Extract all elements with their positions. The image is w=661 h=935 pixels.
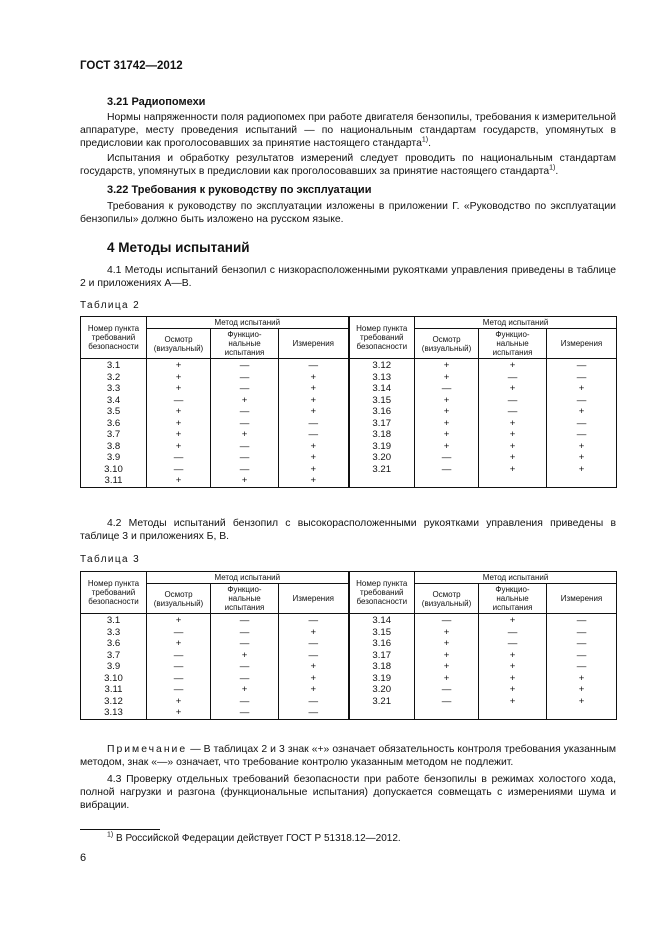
method-mark-cell: + (147, 707, 211, 719)
method-mark-cell: — (415, 696, 479, 708)
method-mark-cell: — (211, 441, 279, 453)
section-3-21-text-1: Нормы напряженности поля радиопомех при работе двигателя бензопилы, требования к измерительной аппаратуре, месту проведения испытаний — по национальным стандартам государств, упомянутых в предисловии как проголосовавших за принятие настоящего стандарта (80, 112, 616, 150)
header-measurements: Измерения (279, 584, 349, 614)
header-item-number: Номер пункта требований безопасности (81, 317, 147, 359)
method-mark-cell (415, 707, 479, 719)
item-number-cell: 3.14 (349, 614, 415, 627)
method-mark-cell: — (147, 650, 211, 662)
method-mark-cell: — (211, 627, 279, 639)
item-number-cell: 3.3 (81, 627, 147, 639)
method-mark-cell (479, 707, 547, 719)
table-note (80, 743, 616, 769)
method-mark-cell: + (415, 406, 479, 418)
table-row (81, 614, 617, 627)
item-number-cell: 3.18 (349, 661, 415, 673)
table-3 (80, 571, 617, 720)
item-number-cell: 3.7 (81, 650, 147, 662)
note-text: — В таблицах 2 и 3 знак «+» означает обязательность контроля требования указанным методом, знак «—» означает, что требование контролю указанным методом не подлежит. (80, 744, 616, 769)
item-number-cell: 3.16 (349, 638, 415, 650)
method-mark-cell: + (147, 475, 211, 487)
item-number-cell: 3.10 (81, 673, 147, 685)
method-mark-cell: — (211, 673, 279, 685)
method-mark-cell: + (147, 696, 211, 708)
method-mark-cell: + (415, 441, 479, 453)
table-row (81, 696, 617, 708)
method-mark-cell: + (547, 696, 617, 708)
header-visual: Осмотр (визуальный) (147, 584, 211, 614)
table-row (81, 406, 617, 418)
item-number-cell: 3.1 (81, 359, 147, 372)
item-number-cell: 3.10 (81, 464, 147, 476)
method-mark-cell: + (279, 627, 349, 639)
paragraph-4-2: 4.2 Методы испытаний бензопил с высокорасположенными рукоятками управления приведены в таблице 3 и приложениях Б, В. (80, 518, 616, 543)
item-number-cell: 3.16 (349, 406, 415, 418)
item-number-cell: 3.4 (81, 395, 147, 407)
method-mark-cell: — (547, 638, 617, 650)
note-label: Примечание (107, 744, 188, 755)
table-row (81, 650, 617, 662)
method-mark-cell: + (415, 429, 479, 441)
table-row (81, 627, 617, 639)
method-mark-cell: + (211, 429, 279, 441)
method-mark-cell: + (147, 429, 211, 441)
table-3-caption: Таблица 3 (80, 554, 141, 565)
footnote (107, 833, 401, 844)
method-mark-cell: + (479, 452, 547, 464)
table-row (81, 707, 617, 719)
method-mark-cell: — (547, 395, 617, 407)
method-mark-cell: — (211, 418, 279, 430)
method-mark-cell: — (211, 707, 279, 719)
method-mark-cell: — (479, 406, 547, 418)
method-mark-cell: + (211, 684, 279, 696)
method-mark-cell: — (279, 614, 349, 627)
header-visual: Осмотр (визуальный) (415, 584, 479, 614)
method-mark-cell: + (479, 359, 547, 372)
method-mark-cell: + (147, 406, 211, 418)
table-row (81, 395, 617, 407)
item-number-cell: 3.3 (81, 383, 147, 395)
item-number-cell: 3.1 (81, 614, 147, 627)
table-row (81, 464, 617, 476)
page-number: 6 (80, 852, 87, 864)
method-mark-cell: + (147, 418, 211, 430)
item-number-cell: 3.20 (349, 452, 415, 464)
table-row (81, 359, 617, 372)
section-3-22-paragraph: Требования к руководству по эксплуатации изложены в приложении Г. «Руководство по эксплуатации бензопилы» должно быть изложено на русском языке. (80, 201, 616, 226)
method-mark-cell: + (147, 359, 211, 372)
method-mark-cell: + (279, 475, 349, 487)
method-mark-cell: — (211, 406, 279, 418)
method-mark-cell: — (547, 614, 617, 627)
header-visual: Осмотр (визуальный) (415, 329, 479, 359)
method-mark-cell: + (415, 372, 479, 384)
method-mark-cell: — (547, 429, 617, 441)
item-number-cell: 3.14 (349, 383, 415, 395)
method-mark-cell: — (279, 696, 349, 708)
item-number-cell: 3.20 (349, 684, 415, 696)
item-number-cell: 3.13 (81, 707, 147, 719)
header-measurements: Измерения (279, 329, 349, 359)
method-mark-cell: + (547, 383, 617, 395)
table-row (81, 452, 617, 464)
method-mark-cell: + (279, 684, 349, 696)
method-mark-cell: + (479, 696, 547, 708)
method-mark-cell (547, 475, 617, 487)
method-mark-cell: + (279, 464, 349, 476)
item-number-cell: 3.19 (349, 673, 415, 685)
method-mark-cell: — (147, 452, 211, 464)
item-number-cell: 3.21 (349, 696, 415, 708)
method-mark-cell: — (547, 661, 617, 673)
method-mark-cell (547, 707, 617, 719)
table-row (81, 475, 617, 487)
header-functional: Функцио-нальные испытания (479, 584, 547, 614)
table-row (81, 638, 617, 650)
table-row (81, 684, 617, 696)
method-mark-cell: — (147, 627, 211, 639)
method-mark-cell: — (211, 696, 279, 708)
method-mark-cell: + (147, 638, 211, 650)
item-number-cell: 3.15 (349, 395, 415, 407)
method-mark-cell: — (147, 395, 211, 407)
method-mark-cell: + (147, 614, 211, 627)
method-mark-cell: — (279, 418, 349, 430)
method-mark-cell: + (147, 372, 211, 384)
section-4-title: 4 Методы испытаний (107, 240, 250, 255)
table-row (81, 673, 617, 685)
header-test-method: Метод испытаний (415, 572, 617, 584)
method-mark-cell: + (547, 452, 617, 464)
item-number-cell: 3.17 (349, 418, 415, 430)
item-number-cell: 3.13 (349, 372, 415, 384)
method-mark-cell: + (279, 406, 349, 418)
method-mark-cell: + (479, 661, 547, 673)
table-3-body (81, 614, 617, 720)
method-mark-cell: + (279, 673, 349, 685)
item-number-cell: 3.11 (81, 475, 147, 487)
method-mark-cell: + (415, 673, 479, 685)
method-mark-cell: — (279, 429, 349, 441)
footnote-mark: 1) (107, 831, 114, 839)
method-mark-cell: + (415, 395, 479, 407)
method-mark-cell: — (415, 383, 479, 395)
table-2-caption: Таблица 2 (80, 300, 141, 311)
document-header: ГОСТ 31742—2012 (80, 60, 183, 72)
method-mark-cell: — (211, 661, 279, 673)
method-mark-cell: + (279, 372, 349, 384)
item-number-cell: 3.19 (349, 441, 415, 453)
method-mark-cell: — (415, 614, 479, 627)
section-3-21-paragraph-2: Испытания и обработку результатов измерений следует проводить по национальным стандартам государств, упомянутых в предисловии как проголосовавших за принятие настоящего стандарта$^{1)}$. (80, 153, 616, 178)
method-mark-cell: + (479, 418, 547, 430)
item-number-cell: 3.6 (81, 418, 147, 430)
method-mark-cell: — (211, 383, 279, 395)
header-functional: Функцио-нальные испытания (211, 584, 279, 614)
item-number-cell: 3.11 (81, 684, 147, 696)
paragraph-4-1: 4.1 Методы испытаний бензопил с низкорасположенными рукоятками управления приведены в таблице 2 и приложениях А—В. (80, 265, 616, 290)
method-mark-cell: + (279, 383, 349, 395)
header-item-number: Номер пункта требований безопасности (349, 572, 415, 614)
method-mark-cell: + (279, 441, 349, 453)
table-2 (80, 316, 617, 488)
method-mark-cell: — (279, 359, 349, 372)
method-mark-cell: + (279, 395, 349, 407)
method-mark-cell: — (211, 372, 279, 384)
footnote-text: В Российской Федерации действует ГОСТ Р 51318.12—2012. (116, 833, 401, 844)
method-mark-cell: — (415, 684, 479, 696)
header-measurements: Измерения (547, 329, 617, 359)
method-mark-cell: — (211, 614, 279, 627)
table-row (81, 372, 617, 384)
section-3-21-paragraph-1: Нормы напряженности поля радиопомех при работе двигателя бензопилы, требования к измерительной аппаратуре, месту проведения испытаний — по национальным стандартам государств, упомянутых в предисловии как проголосовавших за принятие настоящего стандарта$^{1)}$. (80, 112, 616, 150)
method-mark-cell: + (547, 684, 617, 696)
method-mark-cell: — (547, 650, 617, 662)
method-mark-cell: — (415, 464, 479, 476)
table-row (81, 383, 617, 395)
method-mark-cell: + (479, 684, 547, 696)
item-number-cell: 3.5 (81, 406, 147, 418)
footnote-ref: 1) (549, 164, 556, 172)
method-mark-cell: + (147, 383, 211, 395)
method-mark-cell: — (279, 638, 349, 650)
method-mark-cell: + (211, 475, 279, 487)
method-mark-cell: — (479, 638, 547, 650)
table-row (81, 418, 617, 430)
table-2-body (81, 359, 617, 488)
method-mark-cell: + (415, 650, 479, 662)
method-mark-cell: — (147, 464, 211, 476)
footnote-divider (80, 829, 160, 830)
method-mark-cell: — (415, 452, 479, 464)
method-mark-cell: + (415, 418, 479, 430)
method-mark-cell: + (147, 441, 211, 453)
method-mark-cell: + (415, 627, 479, 639)
header-test-method: Метод испытаний (147, 572, 349, 584)
method-mark-cell (479, 475, 547, 487)
method-mark-cell: — (211, 359, 279, 372)
method-mark-cell: + (547, 406, 617, 418)
method-mark-cell: — (547, 418, 617, 430)
method-mark-cell: — (147, 684, 211, 696)
method-mark-cell: + (415, 638, 479, 650)
method-mark-cell: + (479, 614, 547, 627)
item-number-cell: 3.9 (81, 661, 147, 673)
table-row (81, 441, 617, 453)
footnote-ref: 1) (421, 136, 429, 144)
header-item-number: Номер пункта требований безопасности (349, 317, 415, 359)
header-functional: Функцио-нальные испытания (211, 329, 279, 359)
method-mark-cell: — (547, 372, 617, 384)
method-mark-cell: — (147, 661, 211, 673)
method-mark-cell: — (479, 627, 547, 639)
method-mark-cell: + (479, 429, 547, 441)
header-functional: Функцио-нальные испытания (479, 329, 547, 359)
item-number-cell: 3.21 (349, 464, 415, 476)
paragraph-4-3: 4.3 Проверку отдельных требований безопасности при работе бензопилы в режимах холостого хода, полной нагрузки и разгона (функциональные испытания) допускается совмещать с измерениями шума и вибрации. (80, 774, 616, 812)
item-number-cell: 3.8 (81, 441, 147, 453)
item-number-cell: 3.2 (81, 372, 147, 384)
method-mark-cell: + (479, 650, 547, 662)
item-number-cell (349, 475, 415, 487)
table-row (81, 661, 617, 673)
header-visual: Осмотр (визуальный) (147, 329, 211, 359)
method-mark-cell (415, 475, 479, 487)
table-row (81, 429, 617, 441)
method-mark-cell: + (415, 359, 479, 372)
section-3-21-title: 3.21 Радиопомехи (107, 96, 206, 108)
header-test-method: Метод испытаний (147, 317, 349, 329)
header-item-number: Номер пункта требований безопасности (81, 572, 147, 614)
method-mark-cell: — (279, 707, 349, 719)
method-mark-cell: + (547, 441, 617, 453)
method-mark-cell: — (211, 464, 279, 476)
method-mark-cell: + (479, 464, 547, 476)
item-number-cell: 3.17 (349, 650, 415, 662)
item-number-cell: 3.15 (349, 627, 415, 639)
item-number-cell: 3.12 (81, 696, 147, 708)
item-number-cell (349, 707, 415, 719)
item-number-cell: 3.7 (81, 429, 147, 441)
method-mark-cell: — (147, 673, 211, 685)
item-number-cell: 3.12 (349, 359, 415, 372)
method-mark-cell: + (547, 464, 617, 476)
method-mark-cell: + (479, 383, 547, 395)
method-mark-cell: — (547, 627, 617, 639)
method-mark-cell: + (547, 673, 617, 685)
item-number-cell: 3.6 (81, 638, 147, 650)
section-3-21-text-2: Испытания и обработку результатов измерений следует проводить по национальным стандартам государств, упомянутых в предисловии как проголосовавших за принятие настоящего стандарта (80, 153, 616, 178)
header-test-method: Метод испытаний (415, 317, 617, 329)
method-mark-cell: + (479, 441, 547, 453)
method-mark-cell: + (211, 650, 279, 662)
method-mark-cell: + (211, 395, 279, 407)
method-mark-cell: — (211, 638, 279, 650)
method-mark-cell: — (211, 452, 279, 464)
method-mark-cell: + (415, 661, 479, 673)
section-3-22-title: 3.22 Требования к руководству по эксплуатации (107, 184, 372, 196)
item-number-cell: 3.9 (81, 452, 147, 464)
header-measurements: Измерения (547, 584, 617, 614)
method-mark-cell: + (479, 673, 547, 685)
method-mark-cell: — (479, 395, 547, 407)
method-mark-cell: + (279, 452, 349, 464)
item-number-cell: 3.18 (349, 429, 415, 441)
method-mark-cell: — (547, 359, 617, 372)
method-mark-cell: — (479, 372, 547, 384)
method-mark-cell: — (279, 650, 349, 662)
method-mark-cell: + (279, 661, 349, 673)
